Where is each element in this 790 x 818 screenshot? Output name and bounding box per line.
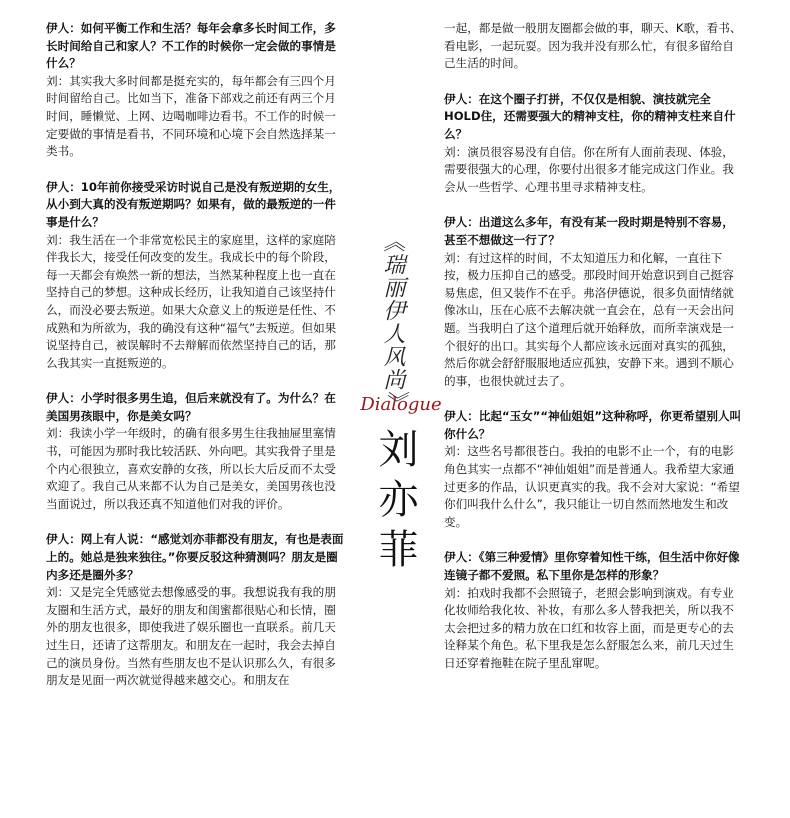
magazine-title: 《瑞丽伊人风尚》 <box>380 230 405 414</box>
qa-block <box>444 549 744 672</box>
answer: 刘：拍戏时我都不会照镜子，老照会影响到演戏。有专业化妆师给我化妆、补妆，有那么多人替我把关，所以我不太会把过多的精力放在口红和妆容上面，而是更专心的去诠释某个角色。私下里我是怎么舒服怎么来，前几天过生日还穿着拖鞋在院子里乱窜呢。 <box>444 585 734 670</box>
answer: 刘：这些名号都很苍白。我拍的电影不止一个，有的电影角色其实一点都不“神仙姐姐”而是普通人。我希望大家通过更多的作品，认识更真实的我。我不会对大家说：“希望你们叫我什么什么”，我只能让一切自然而然地发生和改变。 <box>444 444 740 529</box>
answer: 刘：其实我大多时间都是挺充实的，每年都会有三四个月时间留给自己。比如当下，准备下部戏之前还有两三个月时间，睡懒觉、上网、边喝咖啡边看书。不工作的时候一定要做的事情是看书，不同环境和心境下会自然选择某一类书。 <box>46 73 336 159</box>
answer: 刘：又是完全凭感觉去想像感受的事。我想说我有我的朋友圈和生活方式，最好的朋友和闺蜜都很贴心和长情，圈外的朋友也很多，即使我进了娱乐圈也一直联系。前几天过生日，还请了这帮朋友。和朋友在一起时，我会去掉自己的演员身份。当然有些朋友也不是认识那么久，有很多朋友是见面一两次就觉得越来越交心。和朋友在 <box>46 585 336 688</box>
qa-block <box>46 390 346 513</box>
answer: 刘：演员很容易没有自信。你在所有人面前表现、体验，需要很强大的心理，你要付出很多才能完成这门作业。我会从一些哲学、心理书里寻求精神支柱。 <box>444 144 734 194</box>
answer: 刘：有过这样的时间，不太知道压力和化解，一直往下按，极力压抑自己的感受。那段时间开始意识到自己挺容易焦虑，但又装作不在乎。弗洛伊德说，很多负面情绪就像冰山，压在心底不去解决就一直会在，总有一天会出问题。当我明白了这个道理后就开始释放，而所幸演戏是一个很好的出口。其实每个人都应该永远面对真实的孤独，然后你就会舒舒服服地适应孤独，安静下来。遇到不顺心的事，也很快就过去了。 <box>444 250 734 388</box>
qa-block <box>46 531 346 689</box>
qa-block <box>444 408 744 531</box>
qa-block <box>444 214 744 390</box>
title-column <box>350 220 440 600</box>
question: 伊人：10年前你接受采访时说自己是没有叛逆期的女生，从小到大真的没有叛逆期吗？如果有，做的最叛逆的一件事是什么？ <box>46 179 341 229</box>
question: 伊人：出道这么多年，有没有某一段时期是特别不容易，甚至不想做这一行了？ <box>444 215 734 247</box>
qa-block <box>444 20 744 73</box>
qa-block <box>444 91 744 197</box>
answer: 一起，都是做一般朋友圈都会做的事，聊天、K歌，看书、看电影，一起玩耍。因为我并没有那么忙，有很多留给自己生活的时间。 <box>444 21 742 71</box>
right-column <box>444 20 744 691</box>
question: 伊人：在这个圈子打拼，不仅仅是相貌、演技就完全HOLD住，还需要强大的精神支柱，你的精神支柱来自什么？ <box>444 91 736 141</box>
left-column <box>46 20 346 708</box>
qa-block <box>46 20 346 161</box>
interviewee-name: 刘亦菲 <box>372 428 418 578</box>
qa-block <box>46 179 346 373</box>
question: 伊人：比起“玉女”“神仙姐姐”这种称呼，你更希望别人叫你什么？ <box>444 409 742 441</box>
question: 伊人：《第三种爱情》里你穿着知性干练，但生活中你好像连镜子都不爱照。私下里你是怎样的形象？ <box>444 550 740 583</box>
answer: 刘：我读小学一年级时，的确有很多男生往我抽屉里塞情书，可能因为那时我比较活跃、外向吧。其实我骨子里是个内心很独立，喜欢安静的女孩，所以长大后反而不太受欢迎了。我自己从来都不认为自己是美女，美国男孩也没当面说过，所以我还真不知道他们对我的评价。 <box>46 426 336 511</box>
answer: 刘：我生活在一个非常宽松民主的家庭里，这样的家庭陪伴我长大，接受任何改变的发生。我成长中的每个阶段，每一天都会有焕然一新的想法，当然某种程度上也一直在坚持自己的梦想。这种成长经历，让我知道自己该坚持什么，而没必要去叛逆。如果大众意义上的叛逆是任性、不成熟和为所欲为，我的确没有这种“福气”去叛逆。但如果说坚持自己，被误解时不去辩解而依然坚持自己的话，那么我其实一直挺叛逆的。 <box>46 232 337 370</box>
question: 伊人：网上有人说：“感觉刘亦菲都没有朋友，有也是表面上的。她总是独来独往。”你要反驳这种猜测吗？朋友是圈内多还是圈外多？ <box>46 532 344 582</box>
question: 伊人：如何平衡工作和生活？每年会拿多长时间工作，多长时间给自己和家人？不工作的时候你一定会做的事情是什么？ <box>46 21 336 71</box>
section-label: Dialogue <box>360 394 442 415</box>
question: 伊人：小学时很多男生追，但后来就没有了。为什么？在美国男孩眼中，你是美女吗？ <box>46 391 336 423</box>
